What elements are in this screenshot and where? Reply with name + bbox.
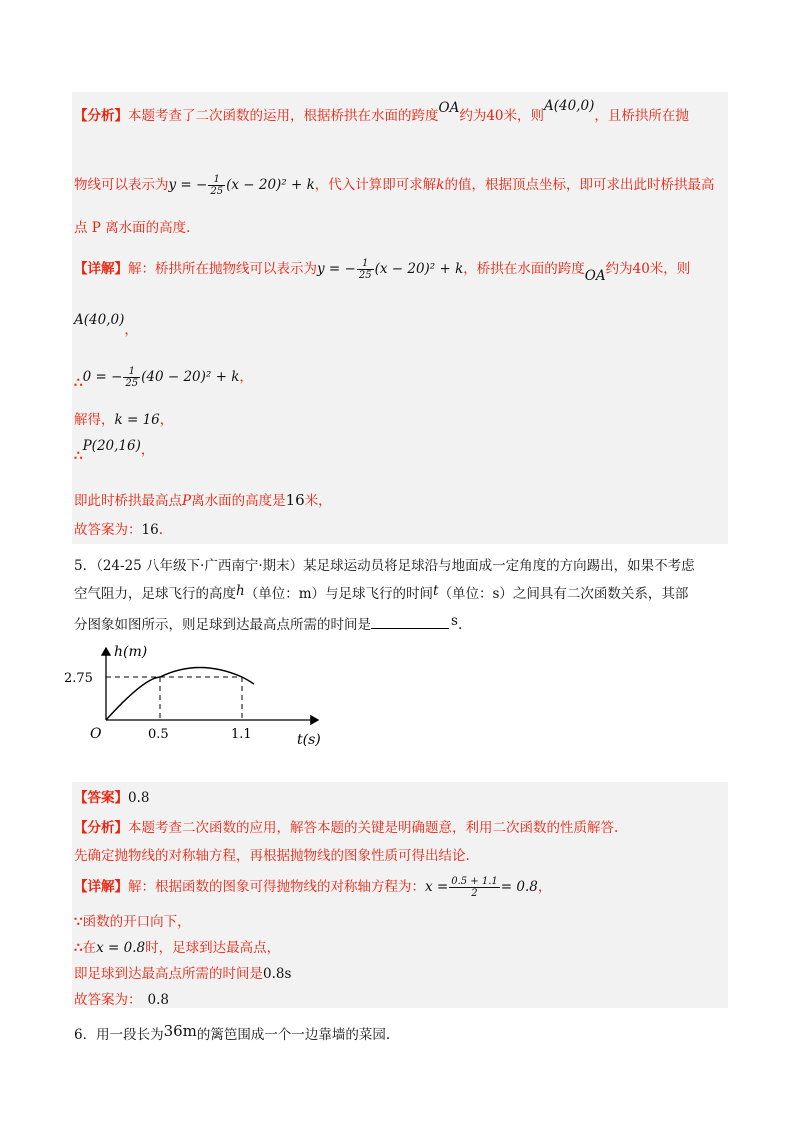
origin-label: O [90, 726, 102, 742]
q6-line-1: 6．用一段长为36m的篱笆围成一个一边靠墙的菜园. [74, 1022, 391, 1043]
parabola-equation: y = − $\frac{1}{25}$ (x − 20)² + k [168, 174, 315, 197]
analysis-line-1: 【分析】本题考查了二次函数的运用，根据桥拱在水面的跨度OA约为40米，则A(40,0)，且桥拱所在抛 [74, 98, 689, 124]
detail-line-1: 【详解】解：桥拱所在抛物线可以表示为y = − $\frac{1}{25}$ (x − 20)² + k，桥拱在水面的跨度OA约为40米，则 [74, 258, 691, 284]
x-tick-label-1: 0.5 [148, 727, 169, 742]
symmetry-axis-equation: x = $\frac{0.5 + 1.1}{2}$ = 0.8 [425, 876, 538, 899]
answer-blank [371, 614, 449, 629]
answer-tag: 【答案】 [74, 790, 128, 806]
because-symbol: ∵ [74, 914, 83, 930]
analysis-tag: 【分析】 [74, 108, 128, 124]
analysis-line-3: 点 P 离水面的高度. [74, 220, 191, 236]
q5-line-2: 空气阻力，足球飞行的高度h（单位：m）与足球飞行的时间t（单位：s）之间具有二次函数关系，其部 [74, 583, 689, 602]
detail-line-4: 解得，k = 16， [74, 412, 174, 428]
analysis5-line-2: 先确定抛物线的对称轴方程，再根据抛物线的图象性质可得出结论. [74, 848, 470, 864]
detail-tag: 【详解】 [74, 261, 128, 277]
detail5-line-3: ∴在x = 0.8时，足球到达最高点， [74, 940, 281, 956]
equation-3: 0 = − $\frac{1}{25}$ (40 − 20)² + k [82, 366, 240, 389]
detail-line-5: ∴P(20,16)， [74, 438, 155, 464]
answer-value: 0.8 [128, 790, 150, 806]
detail-line-2: A(40,0)， [74, 312, 138, 338]
detail5-line-1: 【详解】解：根据函数的图象可得抛物线的对称轴方程为：x = $\frac{0.5 + 1.1}{2}$ = 0.8， [74, 876, 552, 899]
q5-line-1: 5．（24-25 八年级下·广西南宁·期末）某足球运动员将足球沿与地面成一定角度的方向踢出，如果不考虑 [74, 558, 695, 574]
detail-line-6: 即此时桥拱最高点P离水面的高度是16米， [74, 491, 332, 509]
detail5-line-2: ∵函数的开口向下， [74, 914, 191, 930]
detail5-line-5: 故答案为： 0.8 [74, 992, 169, 1008]
analysis5-line-1: 【分析】本题考查二次函数的应用，解答本题的关键是明确题意，利用二次函数的性质解答. [74, 820, 619, 836]
detail-line-7: 故答案为：16. [74, 522, 163, 538]
x-axis-label: t(s) [297, 732, 321, 748]
parabola-equation-2: y = − $\frac{1}{25}$ (x − 20)² + k [317, 258, 464, 281]
analysis-line-2: 物线可以表示为y = − $\frac{1}{25}$ (x − 20)² + k，代入计算即可求解k的值，根据顶点坐标，即可求出此时桥拱最高 [74, 174, 715, 197]
q5-line-3: 分图象如图所示，则足球到达最高点所需的时间是 s. [74, 613, 463, 633]
solution-block-4 [72, 92, 728, 544]
x-tick-label-2: 1.1 [231, 727, 252, 742]
answer5-line [74, 788, 149, 808]
function-graph [64, 638, 344, 753]
y-tick-label: 2.75 [64, 671, 93, 686]
therefore-symbol: ∴ [74, 375, 83, 391]
parabola-curve [106, 668, 254, 721]
detail-line-3: ∴0 = − $\frac{1}{25}$ (40 − 20)² + k， [74, 366, 253, 391]
point-a: A(40,0) [544, 98, 595, 114]
y-axis-label: h(m) [114, 644, 148, 660]
detail5-line-4: 即足球到达最高点所需的时间是0.8s [74, 966, 292, 982]
segment-oa: OA [438, 100, 460, 116]
